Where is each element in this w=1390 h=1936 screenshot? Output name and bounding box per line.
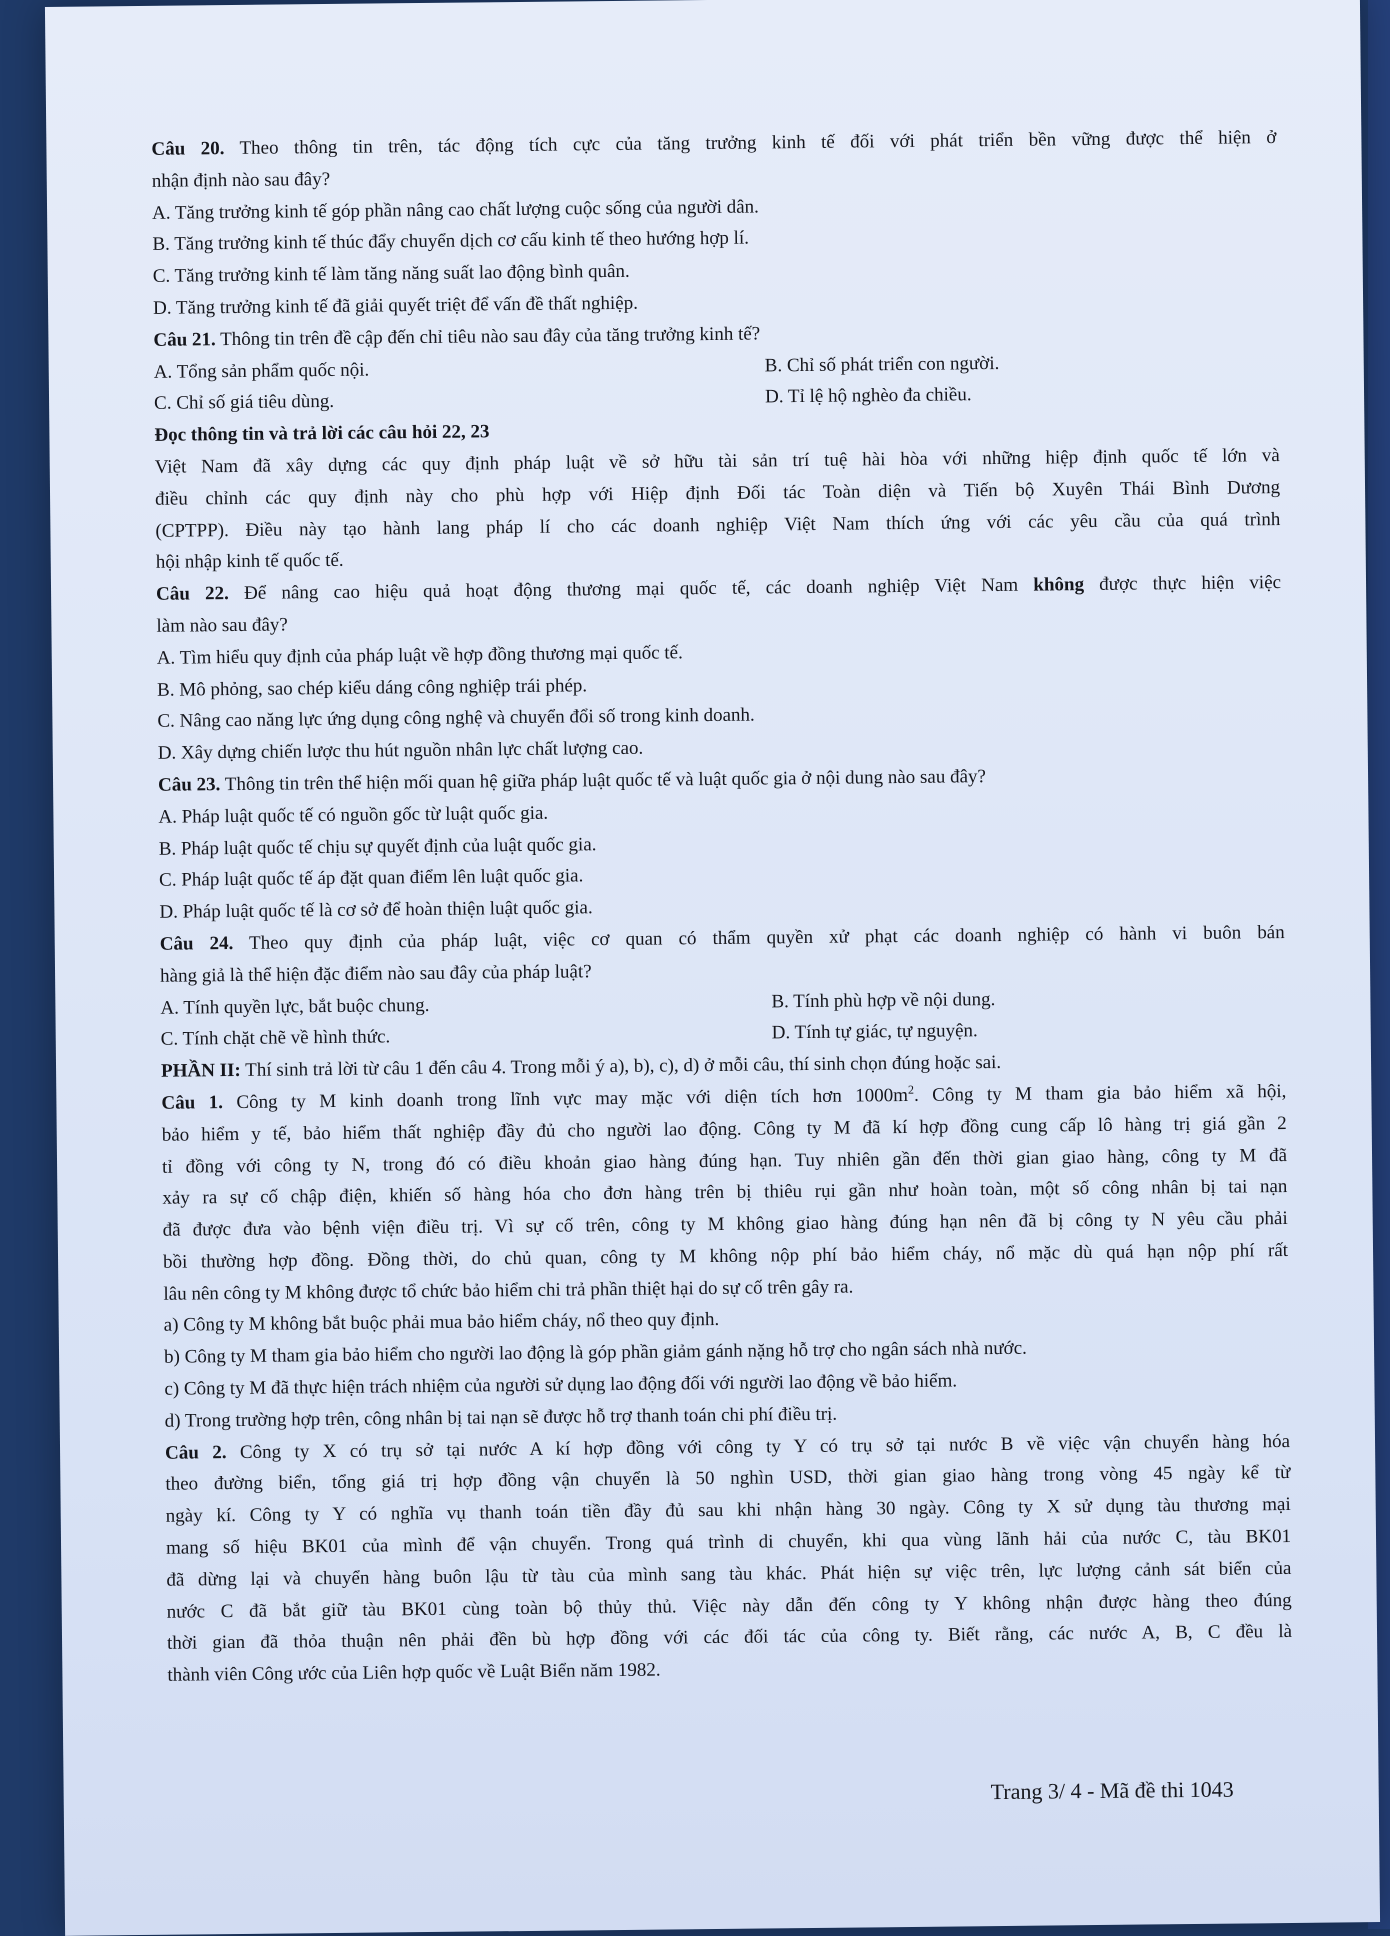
question-20-stem-line-2: nhận định nào sau đây? <box>151 168 331 192</box>
question-21-option-c: C. Chỉ số giá tiêu dùng. <box>153 391 335 415</box>
question-23-option-d: D. Pháp luật quốc tế là cơ sở để hoàn thiện luật quốc gia. <box>159 897 593 923</box>
p2q2-line-4: mang số hiệu BK01 của mình để vận chuyển. Trong quá trình di chuyển, khi qua vùng lãnh hải của nước C, tàu BK01 <box>165 1526 1292 1559</box>
question-22-stem-line-1: Câu 22. Để nâng cao hiệu quả hoạt động thương mại quốc tế, các doanh nghiệp Việt Nam không được thực hiện việc <box>155 572 1282 605</box>
question-24-option-a: A. Tính quyền lực, bắt buộc chung. <box>160 994 430 1019</box>
question-20-option-b: B. Tăng trưởng kinh tế thúc đẩy chuyển dịch cơ cấu kinh tế theo hướng hợp lí. <box>152 227 750 256</box>
p2q2-line-6: nước C đã bắt giữ tàu BK01 cùng toàn bộ thủy thủ. Việc này dẫn đến công ty Y không nhận được hàng theo đúng <box>166 1589 1292 1623</box>
part-2-heading: PHẦN II: Thí sinh trả lời từ câu 1 đến câu 4. Trong mỗi ý a), b), c), d) ở mỗi câu, thí sinh chọn đúng hoặc sai. <box>160 1052 1002 1082</box>
exam-page <box>45 0 1380 1936</box>
question-21 <box>153 313 1279 420</box>
p2q2-line-1: Câu 2. Công ty X có trụ sở tại nước A kí hợp đồng với công ty Y có trụ sở tại nước B về việc vận chuyển hàng hóa <box>164 1430 1291 1464</box>
question-24-stem-line-2: hàng giả là thể hiện đặc điểm nào sau đây của pháp luật? <box>159 960 592 987</box>
question-20-option-d: D. Tăng trưởng kinh tế đã giải quyết triệt để vấn đề thất nghiệp. <box>152 292 639 319</box>
question-20-option-c: C. Tăng trưởng kinh tế làm tăng năng suất lao động bình quân. <box>152 261 630 288</box>
question-21-option-d: D. Tỉ lệ hộ nghèo đa chiều. <box>764 384 972 408</box>
question-24 <box>160 917 1286 1056</box>
question-21-option-b: B. Chỉ số phát triển con người. <box>764 352 1000 376</box>
part-2-question-2 <box>165 1426 1293 1692</box>
question-22-option-c: C. Nâng cao năng lực ứng dụng công nghệ và chuyển đổi số trong kinh doanh. <box>157 704 755 733</box>
question-23-option-c: C. Pháp luật quốc tế áp đặt quan điểm lên luật quốc gia. <box>158 865 584 892</box>
p2q1-statement-b: b) Công ty M tham gia bảo hiểm cho người lao động là góp phần giảm gánh nặng hỗ trợ cho ngân sách nhà nước. <box>163 1338 1027 1369</box>
question-22-option-a: A. Tìm hiểu quy định của pháp luật về hợp đồng thương mại quốc tế. <box>156 642 683 669</box>
question-22-stem-line-2: làm nào sau đây? <box>156 614 288 637</box>
passage-line-4: hội nhập kinh tế quốc tế. <box>155 550 344 574</box>
question-23 <box>158 758 1285 929</box>
question-23-option-a: A. Pháp luật quốc tế có nguồn gốc từ luật quốc gia. <box>158 802 549 828</box>
question-20-stem-line-1: Câu 20. Theo thông tin trên, tác động tích cực của tăng trưởng kinh tế đối với phát triển bền vững được thể hiện ở <box>151 127 1277 160</box>
question-21-option-a: A. Tổng sản phẩm quốc nội. <box>153 359 370 383</box>
page-footer: Trang 3/ 4 - Mã đề thi 1043 <box>990 1776 1234 1805</box>
question-22 <box>156 567 1283 770</box>
p2q1-statement-c: c) Công ty M đã thực hiện trách nhiệm của người sử dụng lao động đối với người lao động về bảo hiểm. <box>164 1370 958 1400</box>
p2q1-line-7: lâu nên công ty M không được tổ chức bảo hiểm chi trả phần thiệt hại do sự cố trên gây ra. <box>163 1276 854 1305</box>
p2q1-line-3: tỉ đồng với công ty N, trong đó có điều khoản giao hàng đúng hạn. Tuy nhiên gần đến thời gian giao hàng, công ty M đã <box>161 1144 1288 1178</box>
p2q1-line-6: bồi thường hợp đồng. Đồng thời, do chủ quan, công ty M không nộp phí bảo hiểm cháy, nổ mặc dù quá hạn nộp phí rất <box>162 1239 1289 1273</box>
p2q2-line-3: ngày kí. Công ty Y có nghĩa vụ thanh toán tiền đầy đủ sau khi nhận hàng 30 ngày. Công ty X sử dụng tàu thương mại <box>165 1494 1291 1528</box>
question-22-option-d: D. Xây dựng chiến lược thu hút nguồn nhân lực chất lượng cao. <box>157 737 644 764</box>
question-20-option-a: A. Tăng trưởng kinh tế góp phần nâng cao chất lượng cuộc sống của người dân. <box>151 196 759 224</box>
passage-line-3: (CPTPP). Điều này tạo hành lang pháp lí cho các doanh nghiệp Việt Nam thích ứng với các yêu cầu của quá trình <box>155 508 1281 542</box>
p2q2-line-8: thành viên Công ước của Liên hợp quốc về Luật Biển năm 1982. <box>167 1659 661 1686</box>
passage-line-1: Việt Nam đã xây dựng các quy định pháp luật về sở hữu tài sản trí tuệ hài hòa với những hiệp định quốc tế lớn và <box>154 445 1280 478</box>
question-24-option-b: B. Tính phù hợp về nội dung. <box>771 988 996 1012</box>
p2q2-line-2: theo đường biển, tổng giá trị hợp đồng vận chuyển là 50 nghìn USD, thời gian giao hàng trong vòng 45 ngày kể từ <box>165 1462 1291 1496</box>
question-23-stem: Câu 23. Thông tin trên thể hiện mối quan hệ giữa pháp luật quốc tế và luật quốc gia ở nội dung nào sau đây? <box>157 766 987 796</box>
question-23-option-b: B. Pháp luật quốc tế chịu sự quyết định của luật quốc gia. <box>158 833 597 860</box>
passage-line-2: điều chỉnh các quy định này cho phù hợp với Hiệp định Đối tác Toàn diện và Tiến bộ Xuyên Thái Bình Dương <box>154 476 1281 510</box>
exam-content <box>151 122 1292 1692</box>
question-24-option-d: D. Tính tự giác, tự nguyện. <box>771 1020 978 1044</box>
p2q1-line-2: bảo hiểm y tế, bảo hiểm thất nghiệp đầy đủ cho người lao động. Công ty M đã kí hợp đồng cung cấp lô hàng trị giá gần 2 <box>161 1112 1287 1146</box>
reading-passage <box>154 408 1281 579</box>
question-20 <box>151 122 1278 325</box>
p2q1-statement-a: a) Công ty M không bắt buộc phải mua bảo hiểm cháy, nổ theo quy định. <box>163 1309 720 1337</box>
question-22-option-b: B. Mô phỏng, sao chép kiểu dáng công nghiệp trái phép. <box>156 674 588 701</box>
p2q1-line-4: xảy ra sự cố chập điện, khiến số hàng hóa cho đơn hàng trên bị thiêu rụi gần như hoàn toàn, một số công nhân bị tai nạn <box>162 1176 1288 1210</box>
p2q2-line-7: thời gian đã thỏa thuận nên phải đền bù hợp đồng với các đối tác của công ty. Biết rằng, các nước A, B, C đều là <box>166 1621 1293 1655</box>
p2q1-statement-d: d) Trong trường hợp trên, công nhân bị tai nạn sẽ được hỗ trợ thanh toán chi phí điều trị. <box>164 1403 838 1432</box>
question-24-option-c: C. Tính chặt chẽ về hình thức. <box>160 1026 391 1051</box>
p2q1-line-1: Câu 1. Công ty M kinh doanh trong lĩnh vực may mặc với diện tích hơn $1000m^2$. Công ty M tham gia bảo hiểm xã hội, <box>161 1080 1287 1114</box>
p2q2-line-5: đã dừng lại và chuyển hàng buôn lậu từ tàu của mình sang tàu khác. Phát hiện sự việc trên, lực lượng cảnh sát biển của <box>166 1557 1292 1591</box>
passage-heading: Đọc thông tin và trả lời các câu hỏi 22, 23 <box>154 421 490 446</box>
p2q1-line-5: đã được đưa vào bệnh viện điều trị. Vì sự cố trên, công ty M không giao hàng đúng hạn nên đã bị công ty N yêu cầu phải <box>162 1208 1288 1241</box>
part-2-question-1 <box>161 1076 1290 1438</box>
question-24-stem-line-1: Câu 24. Theo quy định của pháp luật, việc cơ quan có thẩm quyền xử phạt các doanh nghiệp có hành vi buôn bán <box>159 921 1285 955</box>
question-21-stem: Câu 21. Thông tin trên đề cập đến chỉ tiêu nào sau đây của tăng trưởng kinh tế? <box>153 323 761 351</box>
